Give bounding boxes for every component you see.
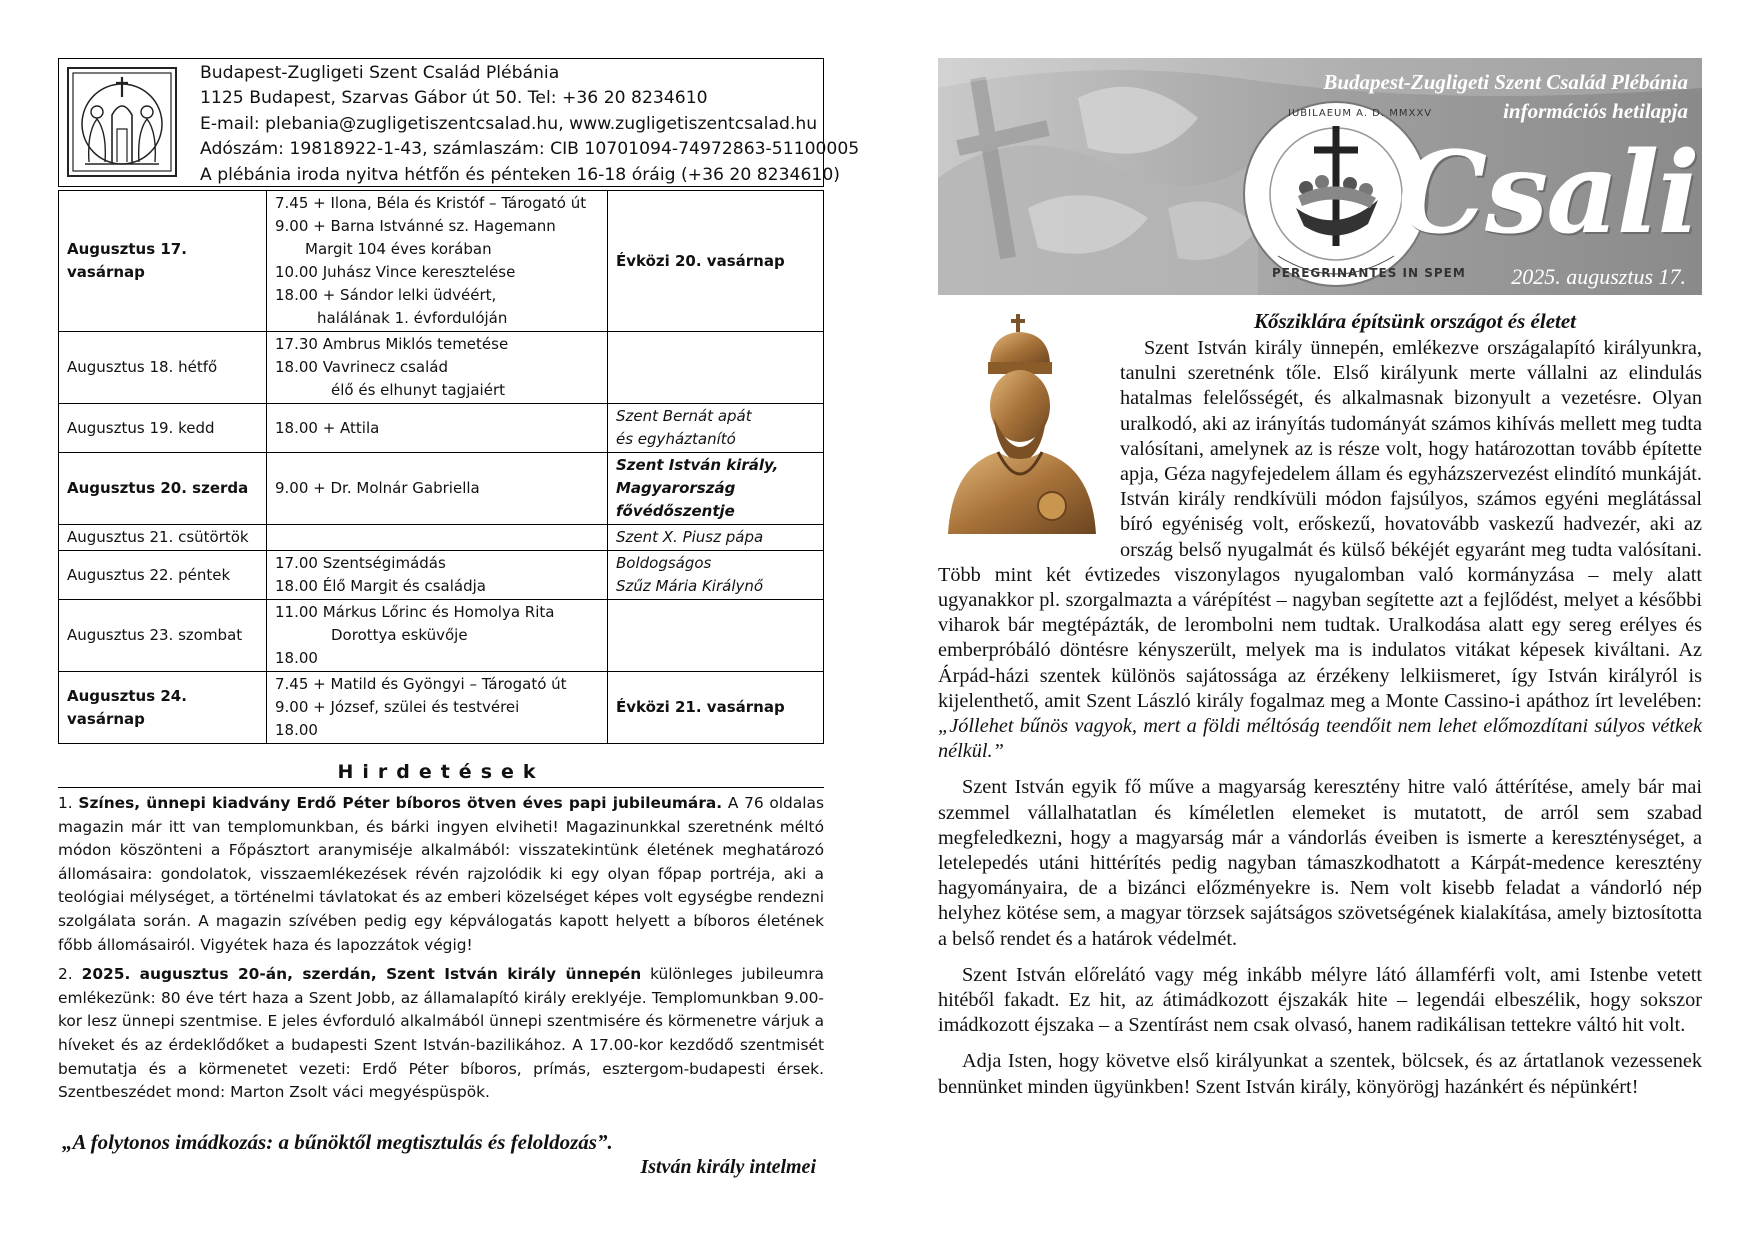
king-statue-image [938, 306, 1104, 534]
announcements-body [58, 792, 824, 1105]
table-row [59, 453, 824, 525]
table-row [59, 191, 824, 332]
announcement-item: 2. 2025. augusztus 20-án, szerdán, Szent István király ünnepén különleges jubileumra emlékezünk: 80 éve tért haza a Szent Jobb, az államalapító király ereklyéje. Templomunkban 9.00-kor lesz ünnepi szentmise. E jeles évforduló alkalmából ünnepi szentmisére és körmenetre várjuk a híveket és az érdeklődőket a budapesti Szent István-bazilikához. A 17.00-kor kezdődő szentmisét bemutatja és a körmenetet vezeti: Erdő Péter bíboros, prímás, esztergom-budapesti érsek. Szentbeszédet mond: Marton Zsolt váci megyéspüspök. [58, 965, 824, 1102]
quote-source: István király intelmei [640, 1155, 816, 1178]
announcements-divider [58, 787, 824, 788]
parish-address: 1125 Budapest, Szarvas Gábor út 50. Tel: +36 20 8234610 [200, 88, 708, 109]
schedule-feast: Évközi 21. vasárnap [608, 672, 824, 744]
schedule-masses: 18.00 + Attila [267, 404, 608, 453]
schedule-masses: 17.30 Ambrus Miklós temetése 18.00 Vavrinecz család élő és elhunyt tagjaiért [267, 332, 608, 404]
table-row [59, 672, 824, 744]
newsletter-banner [938, 58, 1702, 295]
schedule-feast [608, 332, 824, 404]
table-row [59, 551, 824, 600]
schedule-masses: 17.00 Szentségimádás 18.00 Élő Margit és családja [267, 551, 608, 600]
article-paragraph: Szent István előrelátó vagy még inkább mélyre látó államférfi volt, ami Istenbe vetett hitéből fakadt. Ez hit, az átimádkozott éjszakák hite – legendái elbeszélik, hogy sokszor imádkozott éjszaka – a Szentírást nem csak olvasó, hanem radikálisan tettekre váltó hit volt. [938, 963, 1702, 1037]
issue-date: 2025. augusztus 17. [1511, 264, 1686, 289]
schedule-feast: Boldogságos Szűz Mária Királynő [608, 551, 824, 600]
article-paragraph: Szent István király ünnepén, emlékezve országalapító királyunkra, tanulni szeretnénk tőle. Első királyunk merte vállalni az elindulás hatalmas felelősségét, és alkalmasnak bizonyult a vezetésre. Olyan uralkodó, aki az irányítás tudományát számos kihívás mellett meg tudta valósítani, amelynek az is része volt, hogy határozottan tovább építette apja, Géza nagyfejedelem állam és egyházszervezést elindító munkáját. István király rendkívüli módon fajsúlyos, számos egyéni meglátással bíró egyéniség volt, erőskezű, hovatovább vaskezű hadvezér, aki az ország belső nyugalmát és külső békéjét egyaránt meg tudta valósítani. Több mint két évtizedes viszonylagos nyugalomban való kormányzása – mely alatt ugyanakkor pl. szorgalmazta a várépítést – nagyban segítette azt a fejlődést, melyet a későbbi viharok bár megtépázták, de lerombolni nem tudtak. Uralkodása alatt egy sereg erélyes és emberpróbáló döntésre kényszerült, melyek ma is indulatos vitákat képesek kiváltani. Az Árpád-házi szentek különös sajátossága az érzékeny lelkiismeret, így István királyról is kijelenthető, amit Szent László király fogalmaz meg a Monte Cassino-i apáthoz írt levelében: „Jóllehet bűnös vagyok, mert a földi méltóság teendőit nem lehet előmozdítani súlyos vétkek nélkül.” [938, 337, 1702, 763]
article-paragraph: Szent István egyik fő műve a magyarság keresztény hitre való áttérítése, amely bár mai szemmel vállalhatatlan és kíméletlen elemeket is mutatott, de arról sem szabad megfeledkezni, hogy a magyarság már a vándorlás éveiben is ismerte a kereszténységet, a letelepedés utáni hittérítés pedig nagyban támaszkodhatott a Kárpát-medence keresztény hagyományaira, de a bizánci előzményekre is. Nem volt kisebb feladat a vándorló nép helyhez kötése sem, a magyar törzsek sajátságos szövetségének kialakítása, amely biztosította a belső rendet és a határok védelmét. [938, 776, 1702, 950]
schedule-day: Augusztus 19. kedd [59, 404, 267, 453]
parish-office-hours: A plébánia iroda nyitva hétfőn és pénteken 16-18 óráig (+36 20 8234610) [200, 164, 840, 185]
article-paragraph: Adja Isten, hogy követve első királyunkat a szentek, bölcsek, és az ártatlanok vezessenek bennünket minden ügyünkben! Szent István király, könyörögj hazánkért és népünkért! [938, 1050, 1702, 1098]
mass-schedule-table [58, 190, 824, 744]
schedule-feast: Szent X. Piusz pápa [608, 525, 824, 551]
schedule-masses: 9.00 + Dr. Molnár Gabriella [267, 453, 608, 525]
parish-name: Budapest-Zugligeti Szent Család Plébánia [200, 63, 560, 83]
schedule-day: Augusztus 20. szerda [59, 453, 267, 525]
article-title: Kősziklára építsünk országot és életet [1253, 309, 1577, 333]
parish-logo-icon [67, 67, 177, 177]
left-page [58, 58, 860, 1179]
announcements-heading: Hirdetések [337, 761, 545, 783]
schedule-masses [267, 525, 608, 551]
schedule-feast: Szent Bernát apát és egyháztanító [608, 404, 824, 453]
parish-header [58, 58, 860, 187]
announcement-item: 1. Színes, ünnepi kiadvány Erdő Péter bíboros ötven éves papi jubileumára. A 76 oldalas magazin már itt van templomunkban, és bárki ingyen elviheti! Magazinunkkal szeretnénk méltó módon köszönteni a Főpásztort aranymiséje alkalmából: visszatekintünk életének meghatározó állomásaira: gondolatok, visszaemlékezések révén rajzolódik ki egy olyan főpap portréja, aki a teológiai mélységet, a történelmi távlatokat és az emberi közelséget képes volt egységbe rendezni szolgálata során. A magazin szívében pedig egy képválogatás kapott helyett a bíboros életének főbb állomásairól. Vigyétek haza és lapozzátok végig! [58, 794, 824, 954]
schedule-masses: 7.45 + Ilona, Béla és Kristóf – Tárogató út 9.00 + Barna Istvánné sz. Hagemann Margit 104 éves korában 10.00 Juhász Vince keresztelése 18.00 + Sándor lelki üdvéért, halálának 1. évfordulóján [267, 191, 608, 332]
jubilee-top-text: IUBILAEUM A. D. MMXXV [1288, 108, 1433, 119]
jubilee-bottom-text: PEREGRINANTES IN SPEM [1272, 266, 1466, 280]
schedule-feast [608, 600, 824, 672]
table-row [59, 332, 824, 404]
schedule-day: Augusztus 24. vasárnap [59, 672, 267, 744]
schedule-masses: 11.00 Márkus Lőrinc és Homolya Rita Dorottya esküvője 18.00 [267, 600, 608, 672]
schedule-day: Augusztus 21. csütörtök [59, 525, 267, 551]
parish-contact [200, 61, 859, 188]
parish-email: E-mail: plebania@zugligetiszentcsalad.hu, www.zugligetiszentcsalad.hu [200, 113, 818, 134]
newsletter-title: Csali [1398, 128, 1698, 259]
schedule-day: Augusztus 18. hétfő [59, 332, 267, 404]
table-row [59, 404, 824, 453]
article-body [938, 336, 1702, 1100]
schedule-day: Augusztus 17. vasárnap [59, 191, 267, 332]
right-page [938, 58, 1702, 1100]
schedule-masses: 7.45 + Matild és Gyöngyi – Tárogató út 9.00 + József, szülei és testvérei 18.00 [267, 672, 608, 744]
schedule-feast: Szent István király, Magyarország fővédőszentje [608, 453, 824, 525]
schedule-day: Augusztus 22. péntek [59, 551, 267, 600]
banner-parish-name: Budapest-Zugligeti Szent Család Plébánia információs hetilapja [1323, 70, 1688, 123]
table-row [59, 525, 824, 551]
quote-text: „A folytonos imádkozás: a bűnöktől megtisztulás és feloldozás”. [62, 1129, 613, 1154]
table-row [59, 600, 824, 672]
parish-tax-number: Adószám: 19818922-1-43, számlaszám: CIB 10701094-74972863-51100005 [200, 139, 860, 160]
schedule-feast: Évközi 20. vasárnap [608, 191, 824, 332]
schedule-day: Augusztus 23. szombat [59, 600, 267, 672]
